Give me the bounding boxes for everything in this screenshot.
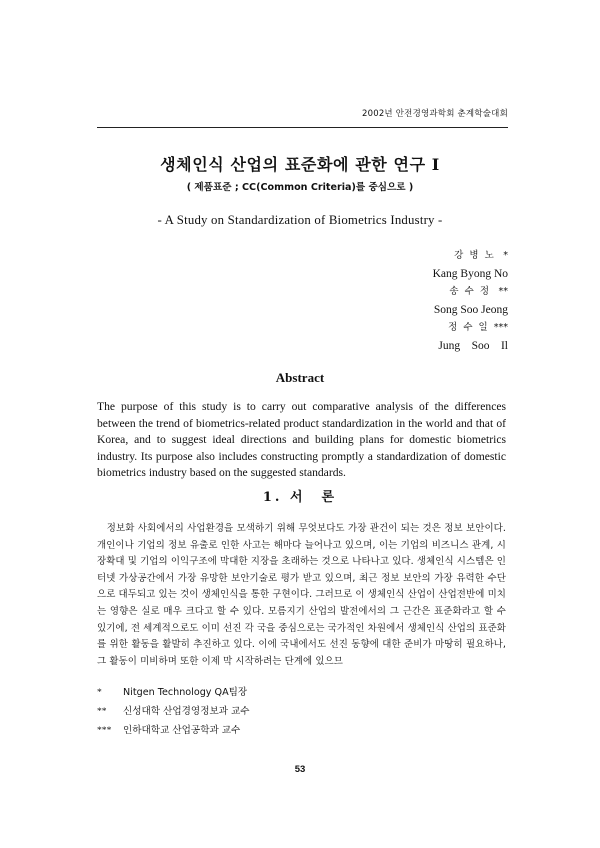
footnote-1 (97, 683, 250, 702)
english-title: - A Study on Standardization of Biometrics Industry - (157, 213, 443, 227)
author-3-korean: 정 수 일 *** (448, 322, 508, 333)
footnote-mark: * (97, 687, 102, 698)
footnote-text: 인하대학교 산업공학과 교수 (123, 725, 241, 736)
author-1-korean: 강 병 노 * (454, 250, 508, 261)
footnote-2 (97, 702, 250, 721)
footnote-text: Nitgen Technology QA팀장 (123, 687, 248, 698)
footnotes (97, 683, 250, 740)
footnote-mark: ** (97, 706, 107, 717)
page-number: 53 (294, 764, 306, 775)
footnote-mark: *** (97, 725, 112, 736)
korean-title: 생체인식 산업의 표준화에 관한 연구 Ⅰ (160, 155, 440, 174)
author-1-english: Kang Byong No (432, 268, 508, 280)
author-2-korean: 송 수 정 ** (449, 286, 508, 297)
running-header: 2002년 안전경영과학회 춘계학술대회 (362, 109, 508, 119)
author-2-english: Song Soo Jeong (433, 304, 508, 316)
abstract-heading: Abstract (275, 370, 325, 385)
section-heading: 1. 서 론 (262, 490, 338, 505)
subtitle: ( 제품표준 ; CC(Common Criteria)를 중심으로 ) (186, 182, 414, 193)
abstract-text: The purpose of this study is to carry out comparative analysis of the differences between the trend of biometrics-related product standardization in the world and that of Korea, and to suggest ideal directions and building plans for domestic biometrics industry. Its purpose also includes constructing promptly a standardization of domestic biometrics industry based on the suggested standards. (97, 400, 506, 480)
header-rule (97, 127, 508, 128)
footnote-text: 신성대학 산업경영정보과 교수 (123, 706, 250, 717)
author-3-english: Jung Soo Il (438, 340, 508, 352)
footnote-3 (97, 721, 250, 740)
section-body-text: 정보화 사회에서의 사업환경을 모색하기 위해 무엇보다도 가장 관건이 되는 것은 정보 보안이다. 개인이나 기업의 정보 유출로 인한 사고는 해마다 늘어나고 있으며, 이는 기업의 비즈니스 관계, 시장확대 및 기업의 이익구조에 막대한 지장을 초래하는 것으로 나타나고 있다. 생체인식 시스템은 인터넷 가상공간에서 가장 유망한 보안기술로 평가 받고 있으며, 최근 정보 보안의 가장 유력한 수단으로 대두되고 있는 것이 생체인식을 통한 구현이다. 그러므로 이 생체인식 산업이 산업전반에 미치는 영향은 실로 매우 크다고 할 수 있다. 모름지기 산업의 발전에서의 그 근간은 표준화라고 할 수 있기에, 전 세계적으로도 이미 선진 각 국을 중심으로는 국가적인 차원에서 생체인식 산업의 표준화를 위한 활동을 활발히 추진하고 있다. 이에 국내에서도 선진 동향에 대한 준비가 마땅히 필요하나, 그 활동이 미비하며 또한 이제 막 시작하려는 단계에 있으므 (97, 523, 506, 667)
author-block (433, 247, 508, 355)
